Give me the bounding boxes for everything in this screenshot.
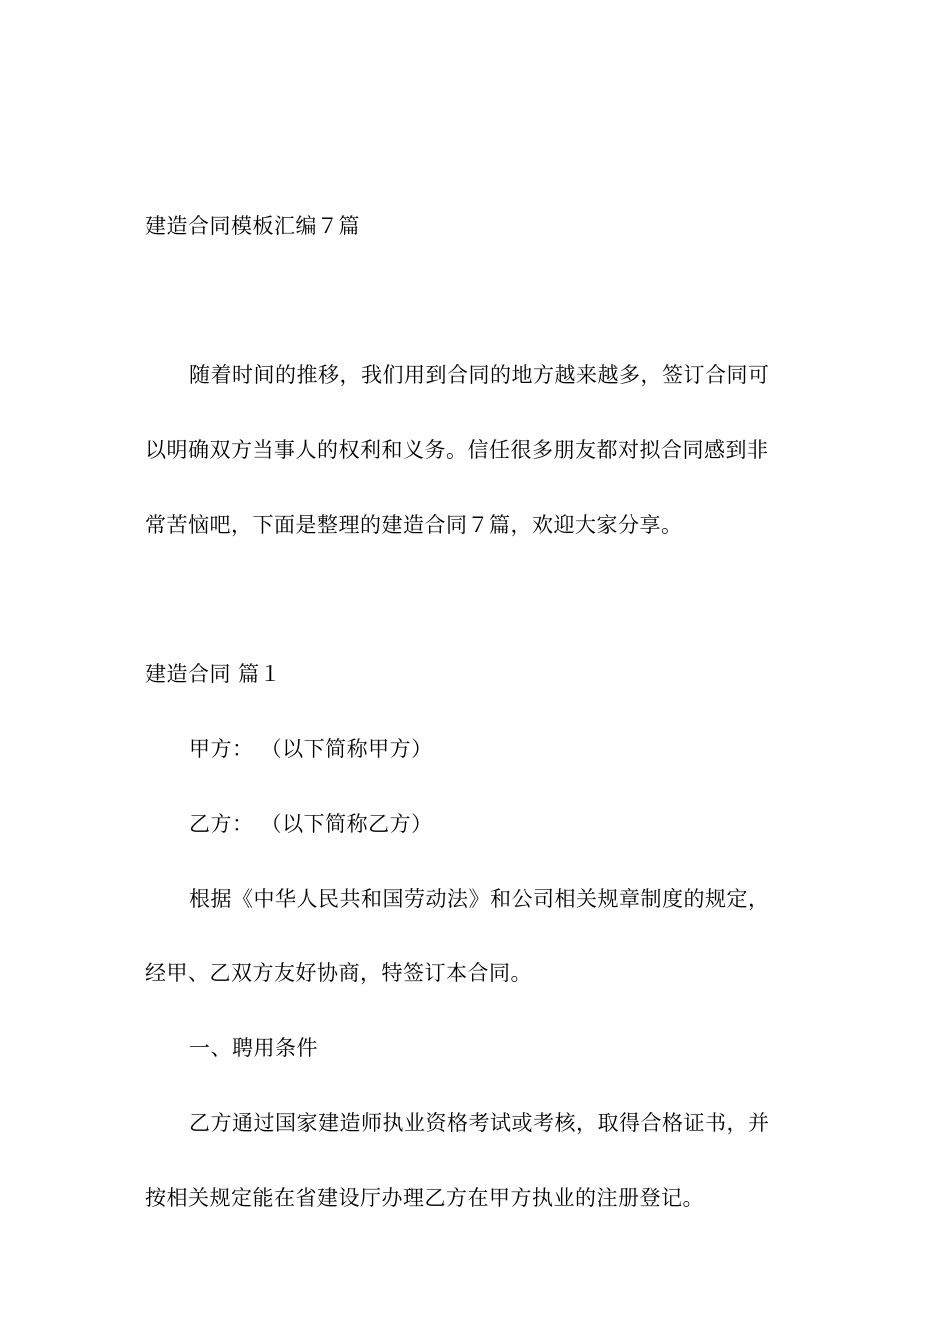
- clause-1-line-2: 按相关规定能在省建设厅办理乙方在甲方执业的注册登记。: [145, 1186, 704, 1210]
- intro-line-3: 常苦恼吧，下面是整理的建造合同７篇，欢迎大家分享。: [145, 513, 683, 537]
- party-a-line: 甲方： （以下简称甲方）: [189, 737, 433, 761]
- basis-line-2: 经甲、乙双方友好协商，特签订本合同。: [145, 961, 532, 985]
- basis-line-1: 根据《中华人民共和国劳动法》和公司相关规章制度的规定，: [189, 887, 770, 911]
- intro-line-1: 随着时间的推移，我们用到合同的地方越来越多，签订合同可: [189, 363, 770, 387]
- clause-1-title: 一、聘用条件: [189, 1036, 318, 1060]
- section-heading: 建造合同 篇１: [145, 662, 282, 686]
- party-b-line: 乙方： （以下简称乙方）: [189, 812, 433, 836]
- intro-line-2: 以明确双方当事人的权利和义务。信任很多朋友都对拟合同感到非: [145, 438, 769, 462]
- document-title: 建造合同模板汇编７篇: [145, 214, 360, 238]
- clause-1-line-1: 乙方通过国家建造师执业资格考试或考核，取得合格证书，并: [189, 1111, 770, 1135]
